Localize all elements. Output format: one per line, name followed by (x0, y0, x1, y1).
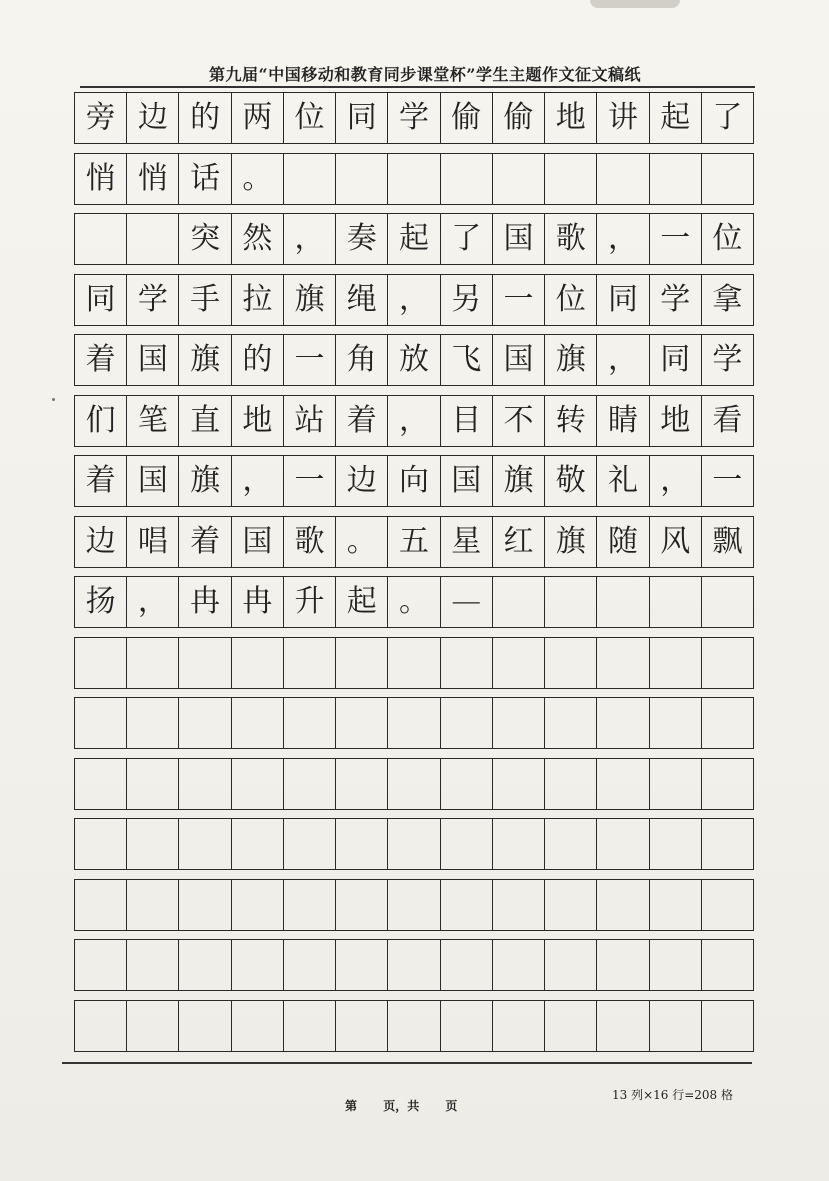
grid-cell: 位 (545, 275, 597, 325)
grid-cell (179, 1001, 231, 1051)
grid-cell (232, 880, 284, 930)
grid-cell: — (441, 577, 493, 627)
grid-cell: 然 (232, 214, 284, 264)
grid-cell: 起 (388, 214, 440, 264)
grid-cell: 升 (284, 577, 336, 627)
grid-cell (597, 880, 649, 930)
grid-cell: 国 (493, 214, 545, 264)
grid-cell (545, 638, 597, 688)
grid-cell (127, 759, 179, 809)
grid-cell (545, 759, 597, 809)
grid-cell: 学 (712, 342, 743, 377)
grid-cell (493, 1001, 545, 1051)
grid-cell: 的 (232, 335, 284, 385)
grid-cell: 了 (712, 100, 743, 135)
grid-cell (284, 638, 336, 688)
grid-cell (232, 1001, 284, 1051)
grid-cell: 拿 (712, 281, 743, 317)
grid-cell (388, 759, 440, 809)
grid-cell (702, 1001, 753, 1051)
grid-cell (388, 1001, 440, 1051)
grid-cell (75, 698, 127, 748)
grid-cell (388, 154, 440, 204)
grid-cell: 一 (650, 214, 702, 264)
grid-cell: 地 (545, 93, 597, 143)
grid-cell: 随 (597, 517, 649, 567)
grid-cell: 着 (336, 396, 388, 446)
grid-cell (75, 880, 127, 930)
grid-cell (441, 698, 493, 748)
grid-cell: 飞 (441, 335, 493, 385)
page-number-footer (345, 1097, 479, 1114)
grid-cell (441, 1001, 493, 1051)
grid-cell (336, 638, 388, 688)
grid-cell (545, 577, 597, 627)
grid-cell: ， (650, 456, 702, 506)
grid-cell (597, 638, 649, 688)
grid-cell: 不 (493, 396, 545, 446)
grid-cell: 唱 (127, 517, 179, 567)
grid-cell (127, 880, 179, 930)
grid-cell (493, 698, 545, 748)
grid-cell: ， (232, 456, 284, 506)
grid-cell (597, 154, 649, 204)
grid-cell: ， (388, 396, 440, 446)
grid-cell (650, 638, 702, 688)
grid-cell: 国 (232, 517, 284, 567)
grid-cell: 站 (284, 396, 336, 446)
grid-cell (441, 819, 493, 869)
grid-cell: 拉 (232, 275, 284, 325)
grid-cell: 飘 (712, 523, 743, 559)
grid-cell: 旗 (284, 275, 336, 325)
grid-row (74, 818, 754, 870)
grid-cell: 绳 (336, 275, 388, 325)
grid-cell (493, 880, 545, 930)
grid-cell (650, 940, 702, 990)
grid-cell: 一 (493, 275, 545, 325)
grid-cell: 奏 (336, 214, 388, 264)
grid-cell (75, 940, 127, 990)
grid-cell: 悄 (75, 154, 127, 204)
grid-cell: ， (127, 577, 179, 627)
grid-cell: 突 (179, 214, 231, 264)
grid-cell (388, 698, 440, 748)
grid-cell (650, 1001, 702, 1051)
grid-cell: 睛 (597, 396, 649, 446)
grid-cell: 看 (712, 402, 743, 438)
grid-cell (702, 154, 753, 204)
grid-cell: 两 (232, 93, 284, 143)
grid-cell (127, 940, 179, 990)
grid-cell: 角 (336, 335, 388, 385)
grid-cell: 手 (179, 275, 231, 325)
grid-row (74, 758, 754, 810)
grid-cell (597, 940, 649, 990)
grid-cell: 风 (650, 517, 702, 567)
grid-cell: 边 (336, 456, 388, 506)
grid-cell: ， (597, 335, 649, 385)
grid-cell: 向 (388, 456, 440, 506)
grid-cell: 旁 (75, 93, 127, 143)
grid-cell (702, 698, 753, 748)
grid-row (74, 516, 754, 568)
grid-cell (545, 154, 597, 204)
grid-cell (702, 940, 753, 990)
grid-cell (336, 698, 388, 748)
grid-cell (545, 698, 597, 748)
grid-cell: 同 (75, 275, 127, 325)
grid-cell: 着 (179, 517, 231, 567)
grid-cell: 国 (493, 335, 545, 385)
grid-cell: 一 (712, 463, 743, 498)
grid-cell: 地 (232, 396, 284, 446)
grid-cell (284, 819, 336, 869)
grid-cell (441, 880, 493, 930)
title-rule (80, 86, 755, 88)
grid-cell: 放 (388, 335, 440, 385)
grid-cell (284, 1001, 336, 1051)
grid-cell: 同 (650, 335, 702, 385)
grid-cell (284, 154, 336, 204)
grid-cell (284, 759, 336, 809)
scan-smudge (590, 0, 680, 8)
grid-cell (702, 638, 753, 688)
grid-cell (441, 940, 493, 990)
grid-cell: 目 (441, 396, 493, 446)
grid-cell (179, 638, 231, 688)
grid-row (74, 576, 754, 628)
grid-cell (650, 880, 702, 930)
grid-cell: 旗 (545, 517, 597, 567)
grid-cell (545, 1001, 597, 1051)
grid-cell (232, 698, 284, 748)
grid-cell: 讲 (597, 93, 649, 143)
grid-cell: 同 (597, 275, 649, 325)
grid-cell (75, 819, 127, 869)
grid-cell: 一 (284, 335, 336, 385)
grid-cell (75, 1001, 127, 1051)
grid-cell: 冉 (232, 577, 284, 627)
grid-row (74, 213, 754, 265)
grid-cell: 学 (650, 275, 702, 325)
grid-cell (388, 880, 440, 930)
grid-cell (127, 638, 179, 688)
grid-row (74, 1000, 754, 1052)
grid-cell (702, 819, 753, 869)
grid-cell (336, 819, 388, 869)
grid-cell (388, 638, 440, 688)
grid-cell (545, 940, 597, 990)
grid-cell (702, 759, 753, 809)
grid-cell: 旗 (545, 335, 597, 385)
grid-cell (441, 759, 493, 809)
grid-cell (388, 940, 440, 990)
grid-cell (336, 940, 388, 990)
grid-cell (597, 577, 649, 627)
grid-cell: 歌 (284, 517, 336, 567)
grid-cell: 。 (232, 154, 284, 204)
grid-cell (493, 759, 545, 809)
grid-cell: 直 (179, 396, 231, 446)
grid-cell (597, 759, 649, 809)
page-title: 第九届“中国移动和教育同步课堂杯”学生主题作文征文稿纸 (209, 65, 641, 84)
bottom-rule (62, 1062, 752, 1064)
grid-cell (179, 698, 231, 748)
grid-cell: 旗 (493, 456, 545, 506)
grid-cell (232, 759, 284, 809)
grid-cell: 五 (388, 517, 440, 567)
grid-cell: 敬 (545, 456, 597, 506)
page-suffix: 页 (445, 1099, 458, 1113)
grid-cell (179, 759, 231, 809)
grid-cell: 起 (336, 577, 388, 627)
grid-cell (75, 759, 127, 809)
grid-cell (336, 1001, 388, 1051)
grid-cell (441, 154, 493, 204)
grid-cell: 一 (284, 456, 336, 506)
grid-row (74, 697, 754, 749)
grid-cell: 另 (441, 275, 493, 325)
grid-cell (493, 819, 545, 869)
grid-cell: 了 (441, 214, 493, 264)
grid-cell: 。 (388, 577, 440, 627)
grid-cell: 旗 (179, 335, 231, 385)
grid-cell (284, 698, 336, 748)
scan-dot (52, 398, 55, 401)
grid-cell: 悄 (127, 154, 179, 204)
grid-cell (650, 819, 702, 869)
grid-cell: ， (597, 214, 649, 264)
grid-cell: 扬 (75, 577, 127, 627)
grid-cell (75, 214, 127, 264)
grid-cell: 位 (712, 221, 743, 256)
grid-cell (179, 819, 231, 869)
grid-cell (597, 1001, 649, 1051)
grid-cell: 起 (650, 93, 702, 143)
grid-row (74, 92, 754, 144)
grid-row (74, 395, 754, 447)
grid-cell (75, 638, 127, 688)
grid-cell: 偷 (493, 93, 545, 143)
grid-cell (232, 819, 284, 869)
grid-cell (545, 819, 597, 869)
grid-cell: 转 (545, 396, 597, 446)
grid-cell (650, 698, 702, 748)
grid-cell (545, 880, 597, 930)
grid-cell: 们 (75, 396, 127, 446)
grid-cell: 星 (441, 517, 493, 567)
grid-count-label: 13 列×16 行=208 格 (612, 1088, 733, 1102)
grid-cell: 笔 (127, 396, 179, 446)
grid-cell: 位 (284, 93, 336, 143)
grid-row (74, 455, 754, 507)
grid-cell: 。 (336, 517, 388, 567)
grid-row (74, 637, 754, 689)
grid-row (74, 274, 754, 326)
grid-cell (597, 819, 649, 869)
page-prefix: 第 (345, 1099, 358, 1113)
grid-cell: 歌 (545, 214, 597, 264)
grid-cell (650, 154, 702, 204)
grid-cell: 话 (179, 154, 231, 204)
grid-cell (650, 577, 702, 627)
grid-cell (232, 940, 284, 990)
grid-cell: 学 (388, 93, 440, 143)
grid-cell (284, 880, 336, 930)
writing-grid (74, 92, 754, 1060)
grid-cell: 国 (441, 456, 493, 506)
grid-cell: 同 (336, 93, 388, 143)
grid-cell: 偷 (441, 93, 493, 143)
grid-cell: ， (388, 275, 440, 325)
grid-cell (127, 698, 179, 748)
grid-cell (336, 154, 388, 204)
grid-cell (284, 940, 336, 990)
grid-cell: 着 (75, 456, 127, 506)
grid-cell (650, 759, 702, 809)
grid-cell: ， (284, 214, 336, 264)
page-middle: 页，共 (383, 1099, 420, 1113)
grid-cell: 的 (179, 93, 231, 143)
grid-cell: 冉 (179, 577, 231, 627)
grid-cell: 礼 (597, 456, 649, 506)
grid-row (74, 939, 754, 991)
grid-cell: 着 (75, 335, 127, 385)
grid-cell (493, 638, 545, 688)
grid-cell (179, 880, 231, 930)
grid-cell (232, 638, 284, 688)
grid-cell (493, 577, 545, 627)
grid-cell (127, 819, 179, 869)
grid-row (74, 879, 754, 931)
grid-cell: 红 (493, 517, 545, 567)
grid-cell (597, 698, 649, 748)
grid-cell (127, 214, 179, 264)
grid-cell (179, 940, 231, 990)
grid-cell (493, 154, 545, 204)
grid-row (74, 334, 754, 386)
grid-cell (388, 819, 440, 869)
grid-cell: 国 (127, 456, 179, 506)
grid-cell (336, 759, 388, 809)
grid-cell: 国 (127, 335, 179, 385)
grid-row (74, 153, 754, 205)
grid-cell: 学 (127, 275, 179, 325)
grid-cell (127, 1001, 179, 1051)
grid-cell (493, 940, 545, 990)
grid-cell (336, 880, 388, 930)
grid-cell: 地 (650, 396, 702, 446)
grid-cell: 边 (127, 93, 179, 143)
grid-cell: 旗 (179, 456, 231, 506)
grid-cell (702, 880, 753, 930)
grid-cell (441, 638, 493, 688)
grid-cell (702, 577, 753, 627)
grid-cell: 边 (75, 517, 127, 567)
